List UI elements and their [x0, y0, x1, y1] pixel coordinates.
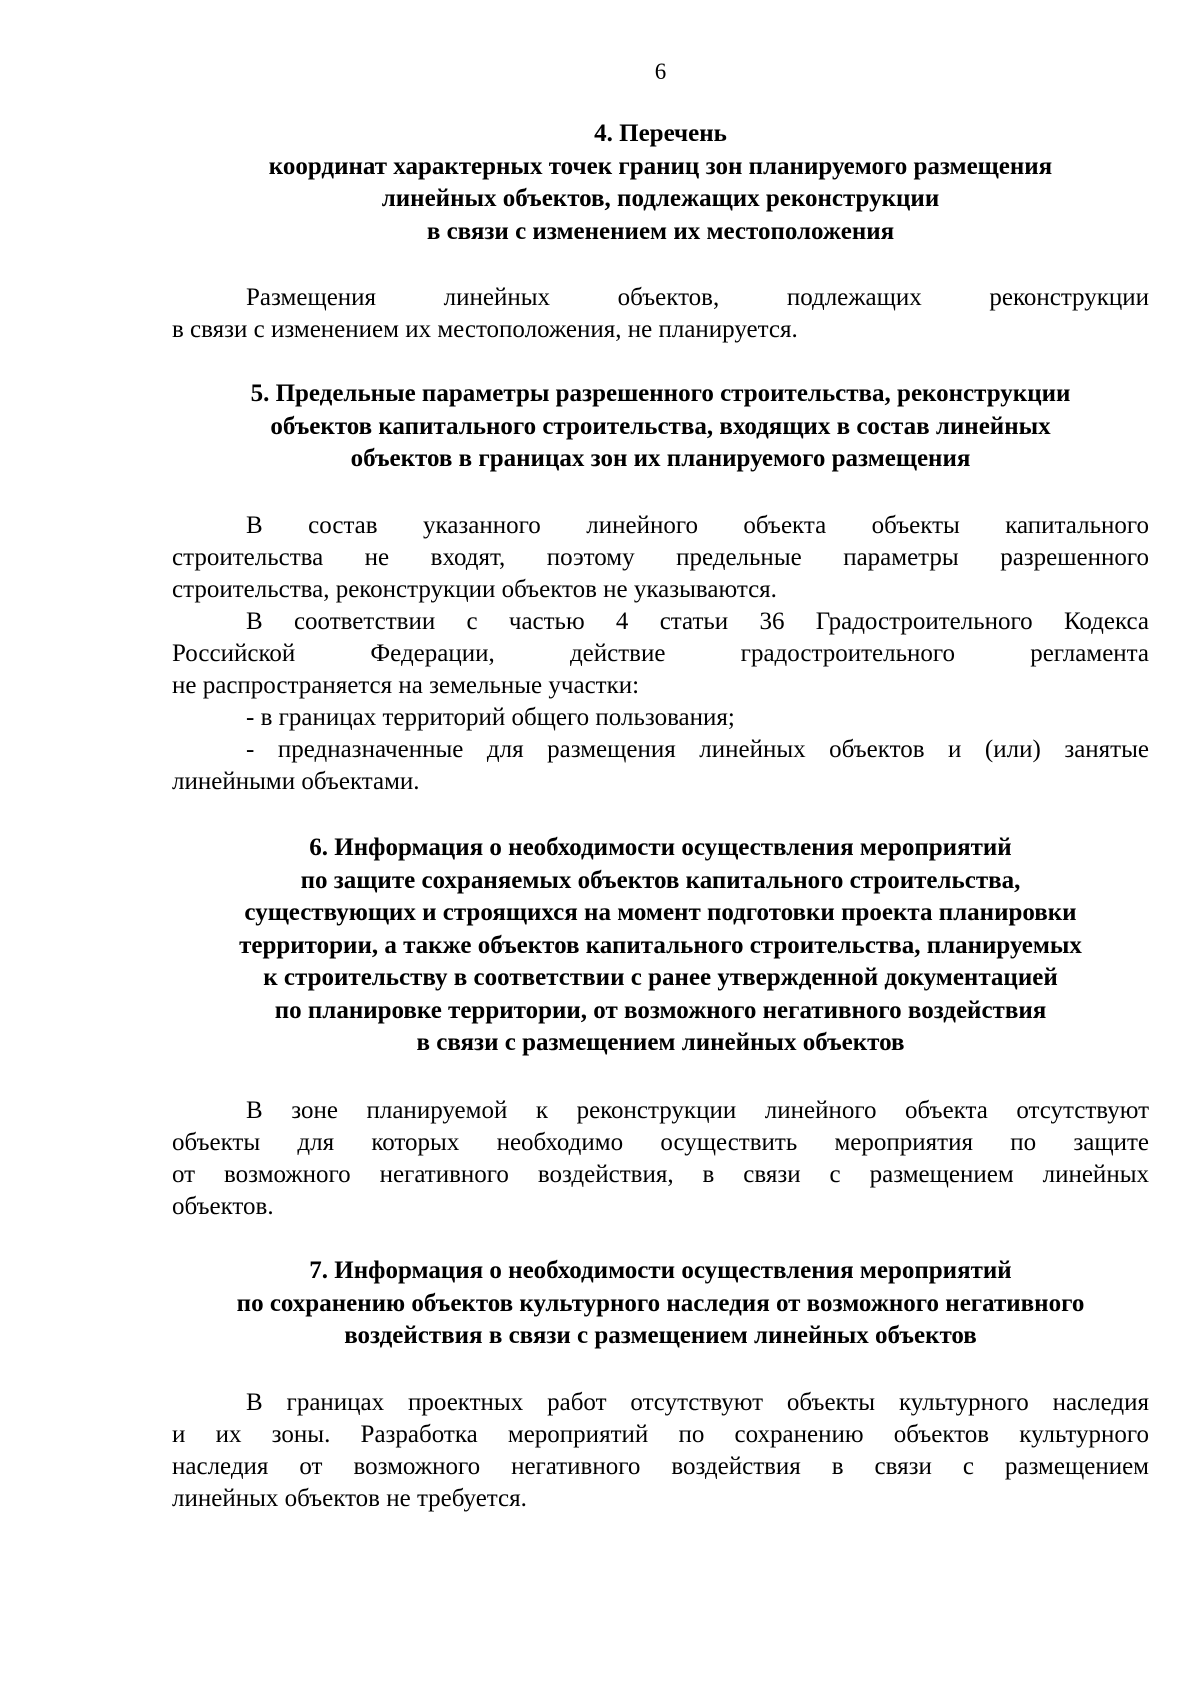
heading-line: территории, а также объектов капитального строительства, планируемых — [239, 931, 1082, 959]
heading-line: по защите сохраняемых объектов капитального строительства, — [300, 866, 1021, 894]
section-6-heading — [172, 832, 1149, 1060]
heading-line: в связи с размещением линейных объектов — [416, 1029, 905, 1056]
heading-line: 6. Информация о необходимости осуществления мероприятий — [309, 834, 1012, 861]
heading-line: 7. Информация о необходимости осуществления мероприятий — [309, 1257, 1012, 1284]
paragraph-line: Размещения линейных объектов, подлежащих реконструкции — [246, 284, 1149, 311]
heading-line: 4. Перечень — [594, 120, 727, 147]
heading-line: существующих и строящихся на момент подготовки проекта планировки — [244, 899, 1077, 926]
heading-line: в связи с изменением их местоположения — [426, 217, 895, 245]
paragraph-line: В зоне планируемой к реконструкции линейного объекта отсутствуют — [246, 1097, 1149, 1124]
section-7-heading — [172, 1255, 1149, 1353]
paragraph-line: - в границах территорий общего пользования; — [246, 704, 735, 731]
section-5-heading — [172, 378, 1149, 476]
section-4-heading — [172, 118, 1149, 248]
heading-line: объектов в границах зон их планируемого размещения — [350, 445, 971, 472]
heading-line: по планировке территории, от возможного негативного воздействия — [274, 996, 1047, 1024]
paragraph-line: линейных объектов не требуется. — [172, 1485, 527, 1512]
paragraph-line: наследия от возможного негативного воздействия в связи с размещением — [172, 1453, 1149, 1480]
paragraph-line: от возможного негативного воздействия, в связи с размещением линейных — [172, 1161, 1149, 1188]
heading-line: к строительству в соответствии с ранее утвержденной документацией — [263, 964, 1058, 991]
paragraph-line: В соответствии с частью 4 статьи 36 Градостроительного Кодекса — [246, 608, 1149, 635]
paragraph-line: строительства не входят, поэтому предельные параметры разрешенного — [172, 544, 1149, 571]
paragraph-line: В состав указанного линейного объекта объекты капитального — [246, 512, 1149, 539]
heading-line: координат характерных точек границ зон планируемого размещения — [268, 152, 1053, 180]
heading-line: по сохранению объектов культурного наследия от возможного негативного — [236, 1289, 1085, 1317]
paragraph-line: В границах проектных работ отсутствуют объекты культурного наследия — [246, 1389, 1149, 1416]
paragraph-line: Российской Федерации, действие градостроительного регламента — [172, 640, 1149, 667]
paragraph-line: - предназначенные для размещения линейных объектов и (или) занятые — [246, 736, 1149, 763]
page-number: 6 — [654, 59, 667, 84]
heading-line: линейных объектов, подлежащих реконструкции — [381, 185, 940, 212]
paragraph-line: не распространяется на земельные участки: — [172, 672, 640, 699]
paragraph-line: и их зоны. Разработка мероприятий по сохранению объектов культурного — [172, 1421, 1149, 1448]
paragraph-line: объекты для которых необходимо осуществить мероприятия по защите — [172, 1129, 1149, 1156]
paragraph-line: в связи с изменением их местоположения, не планируется. — [172, 316, 798, 343]
heading-line: объектов капитального строительства, входящих в состав линейных — [270, 412, 1051, 440]
paragraph-line: объектов. — [172, 1193, 274, 1220]
heading-line: воздействия в связи с размещением линейных объектов — [344, 1322, 977, 1349]
paragraph-line: линейными объектами. — [172, 768, 420, 795]
heading-line: 5. Предельные параметры разрешенного строительства, реконструкции — [250, 380, 1071, 407]
paragraph-line: строительства, реконструкции объектов не указываются. — [172, 576, 777, 603]
